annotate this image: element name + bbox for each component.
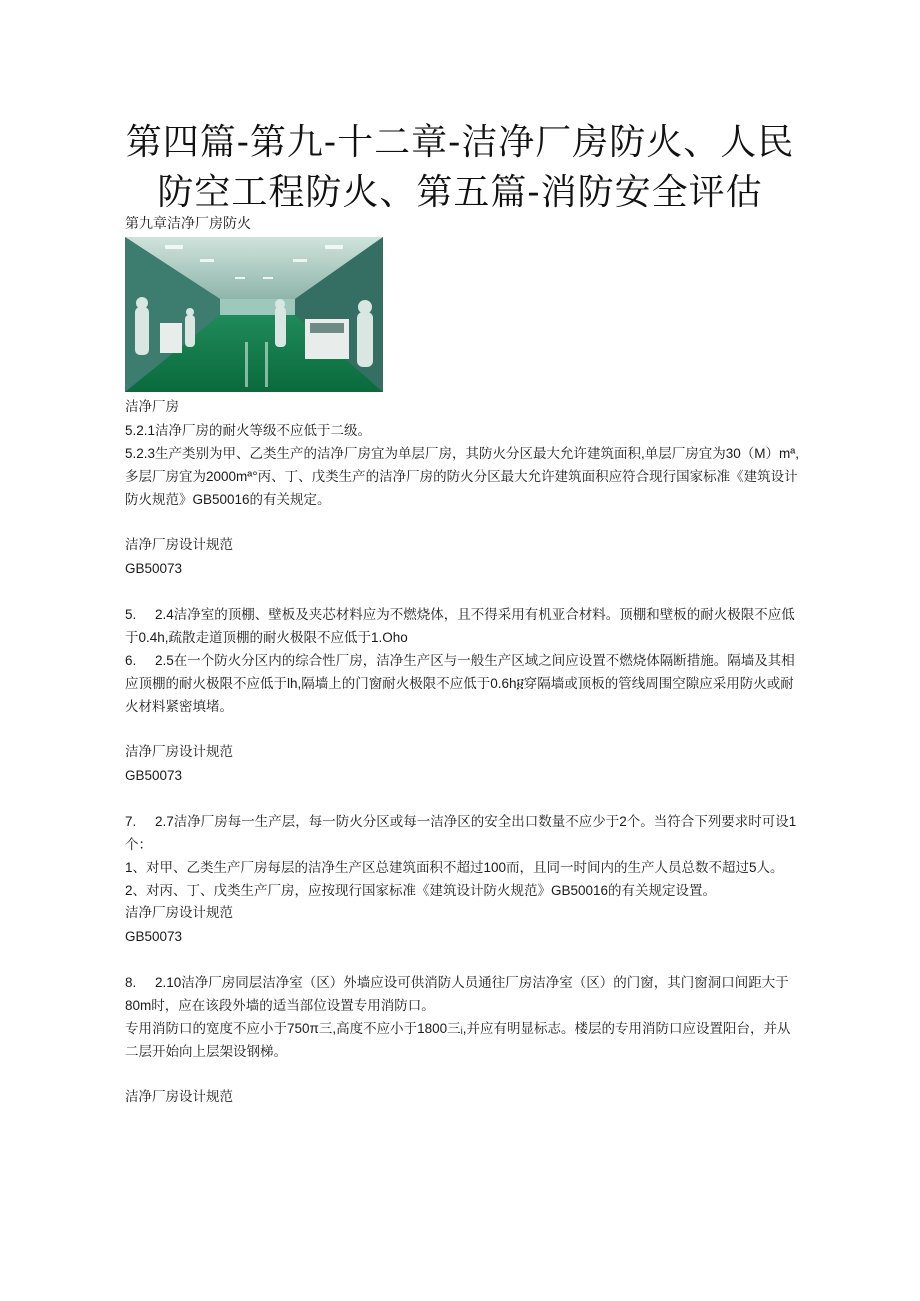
reference-title-3: 洁净厂房设计规范 [125, 905, 233, 921]
clause-item-7 [125, 810, 800, 856]
clause-item-5 [125, 603, 800, 649]
title-line-1: 第四篇-第九-十二章-洁净厂房防火、人民 [125, 122, 795, 163]
item-number: 8. [125, 975, 137, 990]
reference-title-4: 洁净厂房设计规范 [125, 1089, 233, 1105]
clause-item-6 [125, 649, 800, 718]
cleanroom-photo-illustration [125, 237, 383, 392]
sub-clause-1: 1、对甲、乙类生产厂房每层的洁净生产区总建筑面积不超过100而，且同一时间内的生产人员总数不超过5人。 [125, 860, 784, 875]
item-number: 7. [125, 814, 137, 829]
reference-title-1: 洁净厂房设计规范 [125, 537, 233, 553]
document-title [0, 118, 920, 218]
title-line-2: 防空工程防火、第五篇-消防安全评估 [157, 172, 763, 213]
item-text: 2.4洁净室的顶棚、壁板及夹芯材料应为不燃烧体，且不得采用有机亚合材料。顶棚和壁板的耐火极限不应低于0.4h,疏散走道顶棚的耐火极限不应低于1.Oho [125, 607, 795, 645]
image-caption: 洁净厂房 [125, 399, 179, 415]
item-text: 2.5在一个防火分区内的综合性厂房，洁净生产区与一般生产区域之间应设置不燃烧体隔断措施。隔墙及其相应顶棚的耐火极限不应低于lh,隔墙上的门窗耐火极限不应低于0.6h፱穿隔墙或顶板的管线周围空隙应采用防火或耐火材料紧密填堵。 [125, 653, 795, 714]
clause-item-8 [125, 971, 800, 1017]
reference-title-2: 洁净厂房设计规范 [125, 744, 233, 760]
reference-code-1: GB50073 [125, 561, 183, 576]
clause-item-8-continued: 专用消防口的宽度不应小于750π三,高度不应小于1800三ᵢ,并应有明显标志。楼层的专用消防口应设置阳台，并从二层开始向上层架设钢梯。 [125, 1021, 791, 1059]
reference-code-2: GB50073 [125, 768, 183, 783]
cleanroom-photo [125, 237, 383, 392]
item-text: 2.10洁净厂房同层洁净室（区）外墙应设可供消防人员通往厂房洁净室（区）的门窗，其门窗洞口间距大于80m时，应在该段外墙的适当部位设置专用消防口。 [125, 975, 789, 1013]
sub-clause-2: 2、对丙、丁、戊类生产厂房，应按现行国家标准《建筑设计防火规范》GB50016的有关规定设置。 [125, 883, 717, 898]
clause-5-2-1: 5.2.1洁净厂房的耐火等级不应低于二级。 [125, 423, 372, 438]
reference-code-3: GB50073 [125, 929, 183, 944]
chapter-heading: 第九章洁净厂房防火 [125, 216, 251, 232]
item-number: 5. [125, 607, 137, 622]
document-body [125, 213, 800, 1109]
item-number: 6. [125, 653, 137, 668]
item-text: 2.7洁净厂房每一生产层，每一防火分区或每一洁净区的安全出口数量不应少于2个。当符合下列要求时可设1个： [125, 814, 797, 852]
clause-5-2-3: 5.2.3生产类别为甲、乙类生产的洁净厂房宜为单层厂房，其防火分区最大允许建筑面积,单层厂房宜为30（M）mª,多层厂房宜为2000mª°丙、丁、戊类生产的洁净厂房的防火分区最大允许建筑面积应符合现行国家标准《建筑设计防火规范》GB50016的有关规定。 [125, 446, 800, 507]
